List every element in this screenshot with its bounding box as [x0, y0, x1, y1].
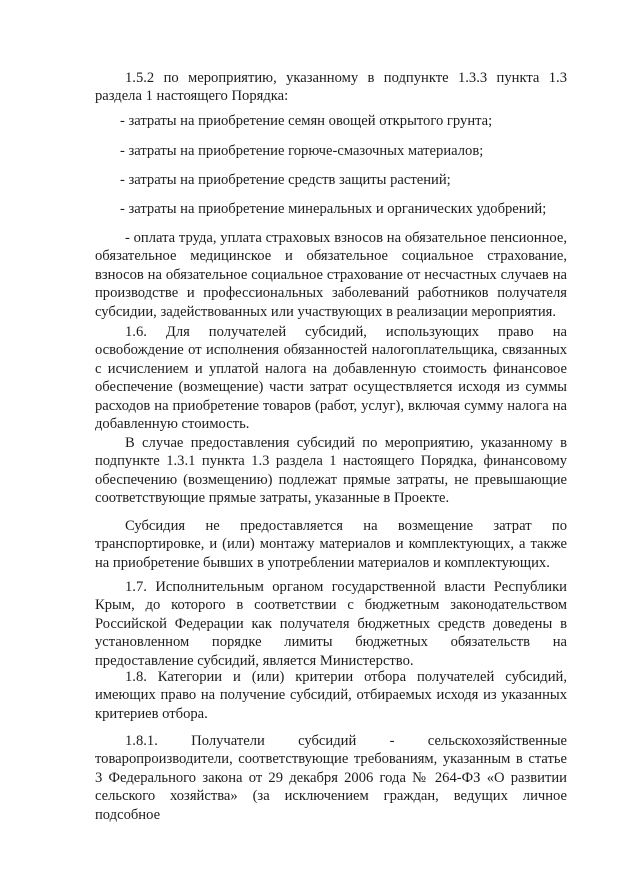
paragraph-labor-costs: - оплата труда, уплата страховых взносов на обязательное пенсионное, обязательное медицинское и обязательное социальное страхование, взносов на обязательное социальное страхование от несчастных случаев на производстве и профессиональных заболеваний работников получателя субсидии, задействованных или участвующих в реализации мероприятия. [95, 230, 567, 320]
paragraph-not-provided: Субсидия не предоставляется на возмещение затрат по транспортировке, и (или) монтажу материалов и комплектующих, а также на приобретение бывших в употреблении материалов и комплектующих. [95, 518, 567, 571]
bullet-seeds: - затраты на приобретение семян овощей открытого грунта; [120, 113, 493, 129]
paragraph-1-7: 1.7. Исполнительным органом государственной власти Республики Крым, до которого в соответствии с бюджетным законодательством Российской Федерации как получателя бюджетных средств доведены в установленном порядке лимиты бюджетных обязательств на предоставление субсидий, является Министерство. [95, 579, 567, 669]
bullet-plant-protection: - затраты на приобретение средств защиты растений; [120, 172, 451, 188]
bullet-fertilizers: - затраты на приобретение минеральных и органических удобрений; [120, 201, 547, 217]
paragraph-1-8-1: 1.8.1. Получатели субсидий - сельскохозяйственные товаропроизводители, соответствующие требованиям, указанным в статье 3 Федерального закона от 29 декабря 2006 года № 264-ФЗ «О развитии сельского хозяйства» (за исключением граждан, ведущих личное подсобное [95, 733, 567, 823]
paragraph-direct-costs: В случае предоставления субсидий по мероприятию, указанному в подпункте 1.3.1 пункта 1.3 раздела 1 настоящего Порядка, финансовому обеспечению (возмещению) подлежат прямые затраты, не превышающие соответствующие прямые затраты, указанные в Проекте. [95, 435, 567, 507]
bullet-fuel: - затраты на приобретение горюче-смазочных материалов; [120, 143, 484, 159]
paragraph-1-5-2: 1.5.2 по мероприятию, указанному в подпункте 1.3.3 пункта 1.3 раздела 1 настоящего Порядка: [95, 70, 567, 105]
paragraph-1-8: 1.8. Категории и (или) критерии отбора получателей субсидий, имеющих право на получение субсидий, отбираемых исходя из указанных критериев отбора. [95, 669, 567, 722]
paragraph-1-6: 1.6. Для получателей субсидий, использующих право на освобождение от исполнения обязанностей налогоплательщика, связанных с исчислением и уплатой налога на добавленную стоимость финансовое обеспечение (возмещение) части затрат осуществляется исходя из суммы расходов на приобретение товаров (работ, услуг), включая сумму налога на добавленную стоимость. [95, 324, 567, 433]
